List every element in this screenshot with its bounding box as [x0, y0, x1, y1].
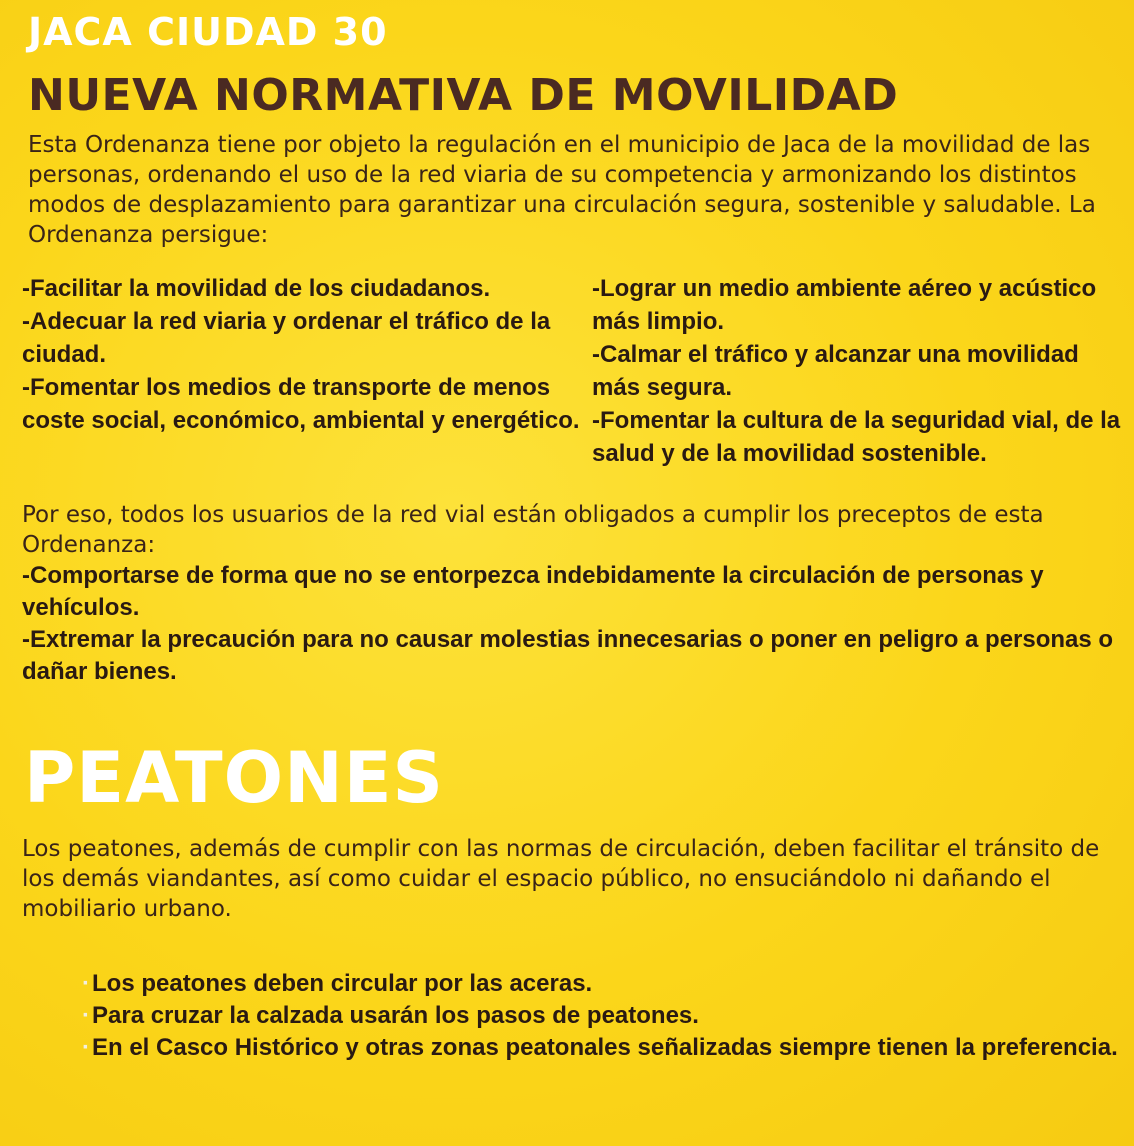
- peatones-bullet-list: [82, 968, 1122, 1064]
- goal-item: -Fomentar los medios de transporte de menos coste social, económico, ambiental y energético.: [22, 374, 580, 434]
- goal-item: -Facilitar la movilidad de los ciudadanos.: [22, 275, 491, 302]
- goals-columns: [22, 272, 1122, 470]
- bullet-icon: ·: [82, 1002, 90, 1029]
- list-item: [82, 1032, 1122, 1064]
- peatones-intro: Los peatones, además de cumplir con las normas de circulación, deben facilitar el tránsito de los demás viandantes, así como cuidar el espacio público, no ensuciándolo ni dañando el mobiliario urbano.: [22, 836, 1100, 922]
- bullet-icon: ·: [82, 970, 90, 997]
- obligation-item: -Comportarse de forma que no se entorpezca indebidamente la circulación de personas y vehículos.: [22, 562, 1044, 621]
- supertitle: JACA CIUDAD 30: [28, 10, 388, 54]
- goal-item: -Fomentar la cultura de la seguridad vial, de la salud y de la movilidad sostenible.: [592, 407, 1121, 467]
- goals-right-column: [592, 272, 1122, 470]
- list-item: [82, 968, 1122, 1000]
- bullet-text: Para cruzar la calzada usarán los pasos de peatones.: [92, 1002, 699, 1029]
- obligation-item: -Extremar la precaución para no causar molestias innecesarias o poner en peligro a personas o dañar bienes.: [22, 626, 1114, 685]
- list-item: [82, 1000, 1122, 1032]
- document-page: [22, 8, 1122, 1064]
- goals-left-column: [22, 272, 582, 470]
- bullet-text: En el Casco Histórico y otras zonas peatonales señalizadas siempre tienen la preferencia.: [92, 1034, 1118, 1061]
- obligations-intro: Por eso, todos los usuarios de la red vial están obligados a cumplir los preceptos de esta Ordenanza:: [22, 502, 1044, 558]
- goal-item: -Lograr un medio ambiente aéreo y acústico más limpio.: [592, 275, 1097, 335]
- goal-item: -Adecuar la red viaria y ordenar el tráfico de la ciudad.: [22, 308, 551, 368]
- bullet-icon: ·: [82, 1034, 90, 1061]
- intro-paragraph: Esta Ordenanza tiene por objeto la regulación en el municipio de Jaca de la movilidad de las personas, ordenando el uso de la red viaria de su competencia y armonizando los distintos modos de desplazamiento para garantizar una circulación segura, sostenible y saludable. La Ordenanza persigue:: [28, 132, 1096, 248]
- section-title-peatones: PEATONES: [24, 737, 444, 819]
- goal-item: -Calmar el tráfico y alcanzar una movilidad más segura.: [592, 341, 1079, 401]
- bullet-text: Los peatones deben circular por las aceras.: [92, 970, 593, 997]
- page-title: NUEVA NORMATIVA DE MOVILIDAD: [28, 70, 899, 121]
